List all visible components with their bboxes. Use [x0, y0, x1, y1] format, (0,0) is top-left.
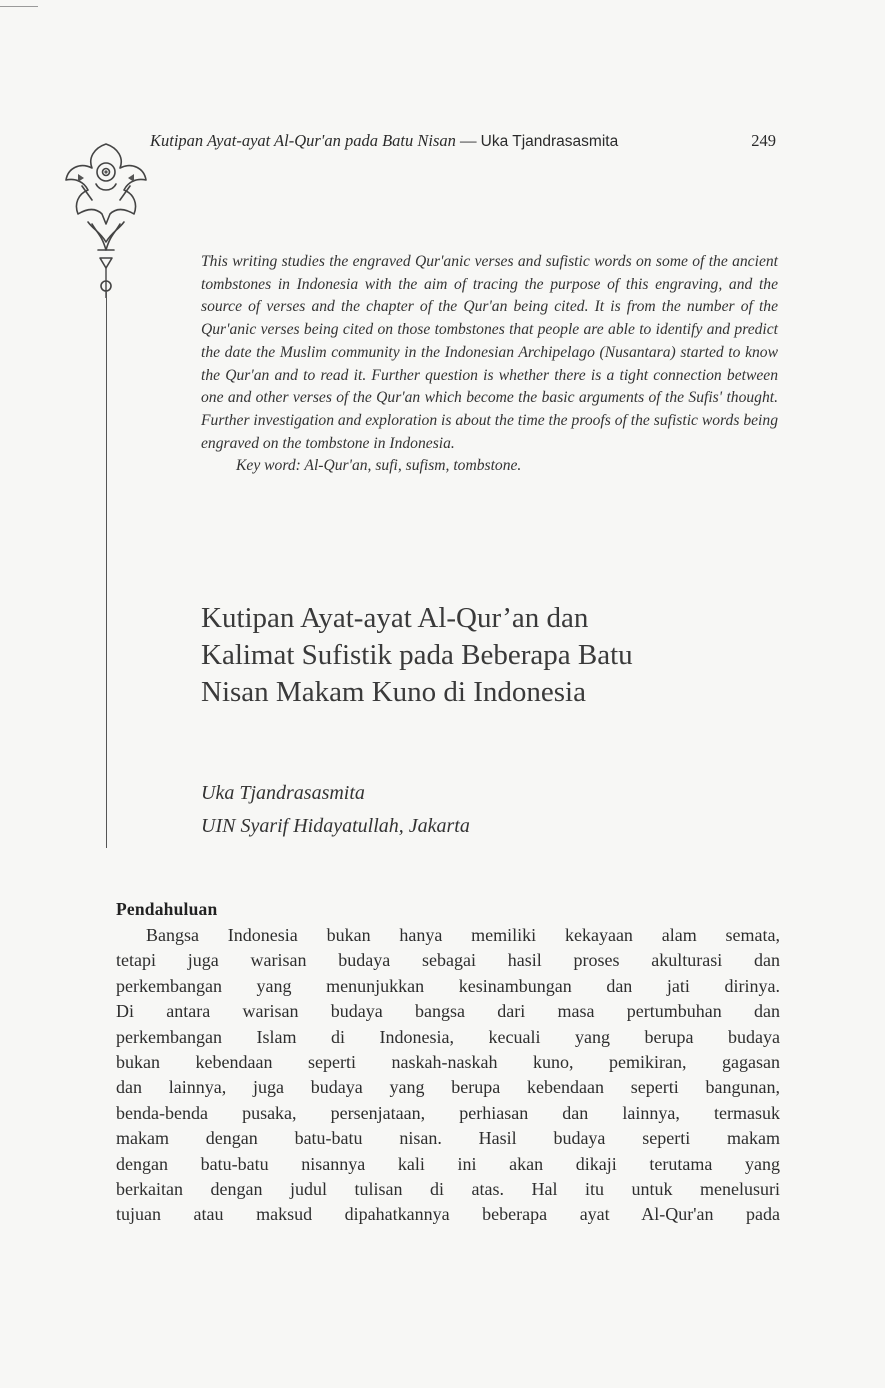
body-line: benda-benda pusaka, persenjataan, perhiasan dan lainnya, termasuk — [116, 1102, 780, 1123]
author-name: Uka Tjandrasasmita — [201, 782, 365, 804]
body-line: bukan kebendaan seperti naskah-naskah kuno, pemikiran, gagasan — [116, 1052, 780, 1073]
title-line: Kutipan Ayat-ayat Al-Qur’an dan — [201, 602, 589, 634]
ornament-vertical-line — [106, 292, 107, 848]
body-paragraph — [116, 923, 780, 1228]
body-line: berkaitan dengan judul tulisan di atas. Hal itu untuk menelusuri — [116, 1179, 780, 1200]
running-head-author: Uka Tjandrasasmita — [480, 133, 619, 150]
body-line: dengan batu-batu nisannya kali ini akan dikaji terutama yang — [116, 1153, 780, 1174]
abstract — [201, 251, 778, 478]
body-line: makam dengan batu-batu nisan. Hasil budaya seperti makam — [116, 1128, 780, 1149]
running-head-title: Kutipan Ayat-ayat Al-Qur'an pada Batu Nisan — [150, 131, 456, 150]
top-rule — [0, 6, 38, 7]
body-line: Di antara warisan budaya bangsa dari masa pertumbuhan dan — [116, 1001, 780, 1022]
section-heading: Pendahuluan — [116, 899, 218, 919]
body-line: dan lainnya, juga budaya yang berupa kebendaan seperti bangunan, — [116, 1077, 780, 1098]
title-line: Nisan Makam Kuno di Indonesia — [201, 676, 586, 708]
article-title — [201, 600, 801, 711]
author-affiliation: UIN Syarif Hidayatullah, Jakarta — [201, 815, 470, 837]
title-line: Kalimat Sufistik pada Beberapa Batu — [201, 639, 633, 671]
running-head-separator: — — [455, 131, 481, 150]
body-line: tetapi juga warisan budaya sebagai hasil proses akulturasi dan — [116, 950, 780, 971]
floral-ornament-icon — [58, 138, 154, 298]
body-line: perkembangan yang menunjukkan kesinambungan dan jati dirinya. — [116, 975, 780, 996]
running-head — [150, 130, 780, 153]
body-line: Bangsa Indonesia bukan hanya memiliki kekayaan alam semata, — [146, 925, 780, 945]
body-line: tujuan atau maksud dipahatkannya beberapa ayat Al-Qur'an pada — [116, 1204, 780, 1225]
author-block — [201, 777, 761, 843]
abstract-text: This writing studies the engraved Qur'anic verses and sufistic words on some of the ancient tombstones in Indonesia with the aim of tracing the purpose of this engraving, and the source of verses and the chapter of the Qur'an being cited. It is from the number of the Qur'anic verses being cited on those tombstones that people are able to identify and predict the date the Muslim community in the Indonesian Archipelago (Nusantara) started to know the Qur'an and to read it. Further question is whether there is a tight connection between one and other verses of the Qur'an which become the basic arguments of the Sufis' thought. Further investigation and exploration is about the time the proofs of the sufistic words being engraved on the tombstone in Indonesia. — [201, 253, 778, 452]
keywords: Key word: Al-Qur'an, sufi, sufism, tombstone. — [236, 457, 522, 475]
page-number: 249 — [751, 131, 776, 150]
body-line: perkembangan Islam di Indonesia, kecuali yang berupa budaya — [116, 1026, 780, 1047]
